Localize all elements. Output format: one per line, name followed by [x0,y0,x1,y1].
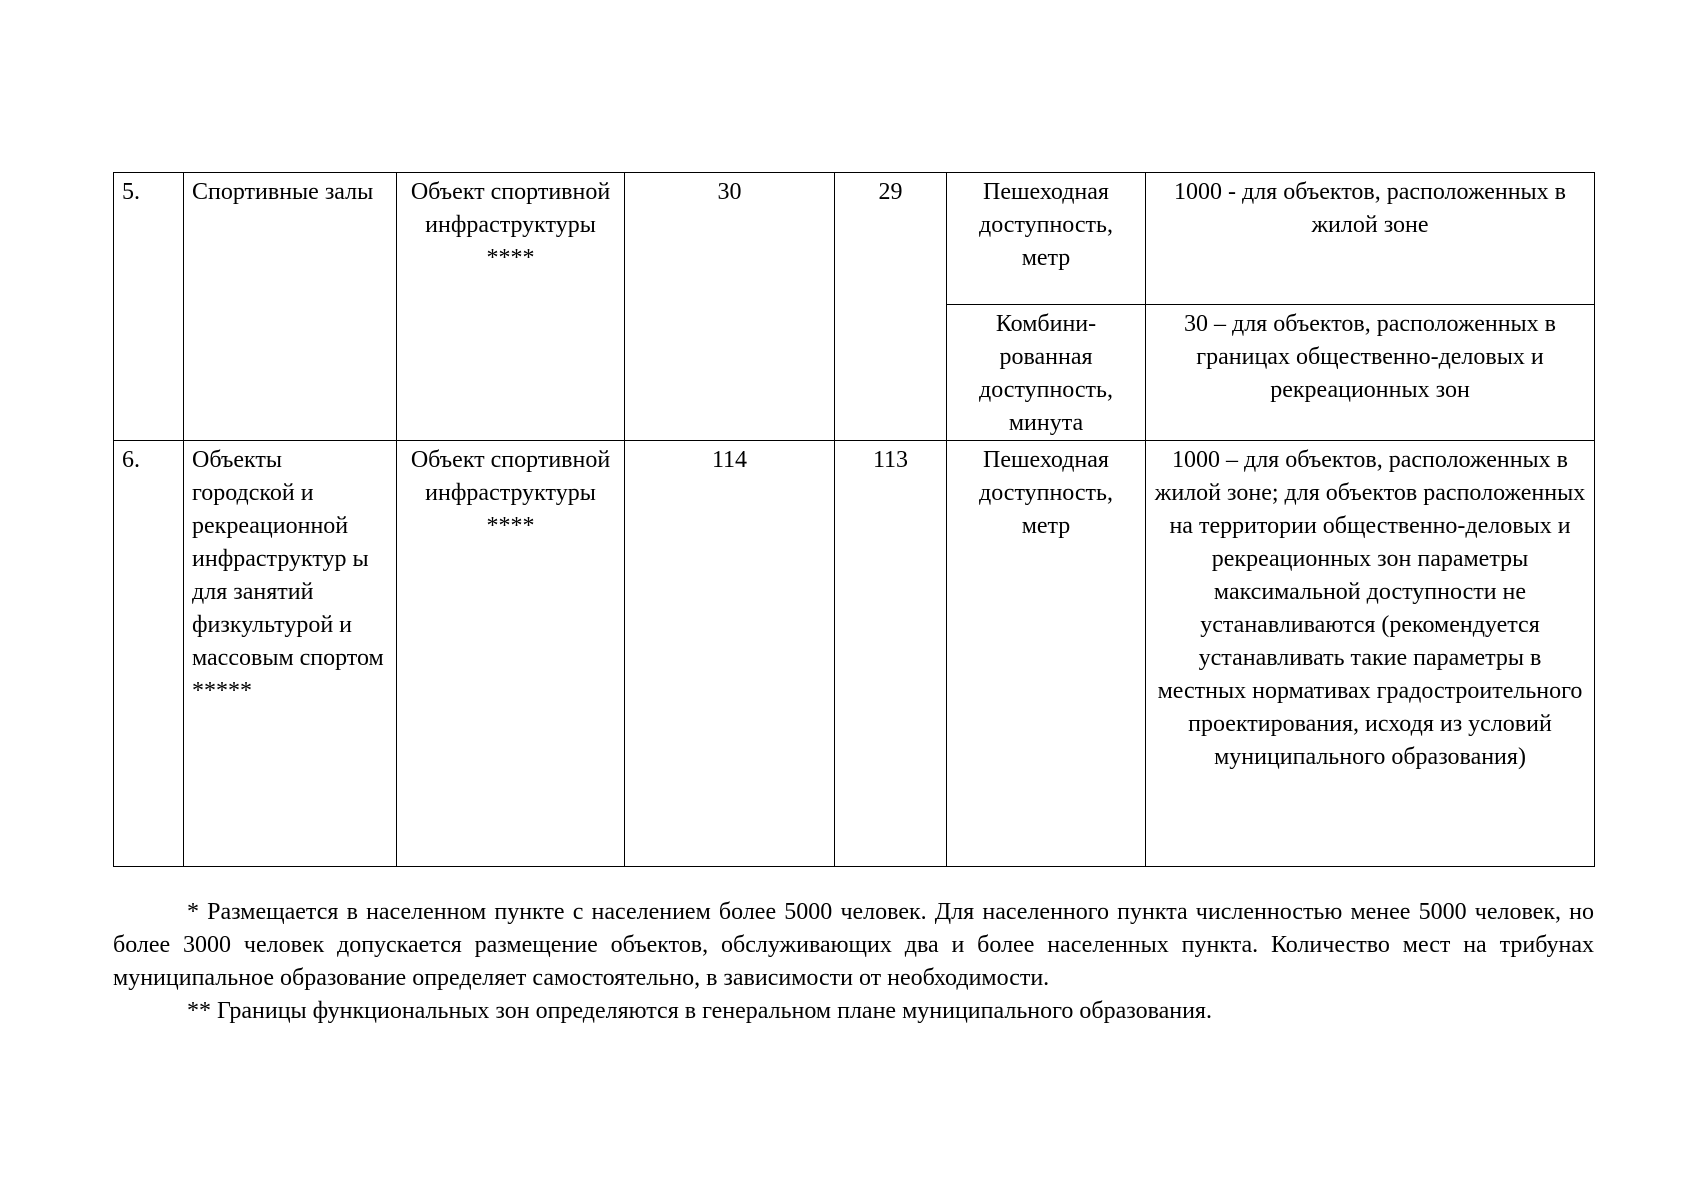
footnote: * Размещается в населенном пункте с населением более 5000 человек. Для населенного пункта численностью менее 5000 человек, но более 3000 человек допускается размещение объектов, обслуживающих два и более населенных пункта. Количество мест на трибунах муниципальное образование определяет самостоятельно, в зависимости от необходимости. [113,899,1594,991]
standards-table [113,172,1595,867]
table-row [114,173,1595,305]
object-type: Объект спортивной инфраструктуры **** [397,173,625,441]
indicator-value: 30 – для объектов, расположенных в границах общественно-деловых и рекреационных зон [1146,305,1595,441]
indicator-value: 1000 - для объектов, расположенных в жилой зоне [1146,173,1595,305]
indicator-value: 1000 – для объектов, расположенных в жилой зоне; для объектов расположенных на территории общественно-деловых и рекреационных зон параметры максимальной доступности не устанавливаются (рекомендуется устанавливать такие параметры в местных нормативах градостроительного проектирования, исходя из условий муниципального образования) [1146,441,1595,867]
facility-name: Объекты городской и рекреационной инфраструктур ы для занятий физкультурой и массовым спортом ***** [184,441,397,867]
indicator-type: Пешеходная доступность, метр [947,173,1146,305]
value-cell: 29 [835,173,947,441]
table-row [114,441,1595,867]
object-type: Объект спортивной инфраструктуры **** [397,441,625,867]
row-number: 6. [114,441,184,867]
facility-name: Спортивные залы [184,173,397,441]
footnotes [113,896,1594,1028]
value-cell: 114 [625,441,835,867]
value-cell: 30 [625,173,835,441]
indicator-type: Комбини-рованная доступность, минута [947,305,1146,441]
footnote: ** Границы функциональных зон определяются в генеральном плане муниципального образования. [187,998,1212,1024]
indicator-type: Пешеходная доступность, метр [947,441,1146,867]
row-number: 5. [114,173,184,441]
value-cell: 113 [835,441,947,867]
